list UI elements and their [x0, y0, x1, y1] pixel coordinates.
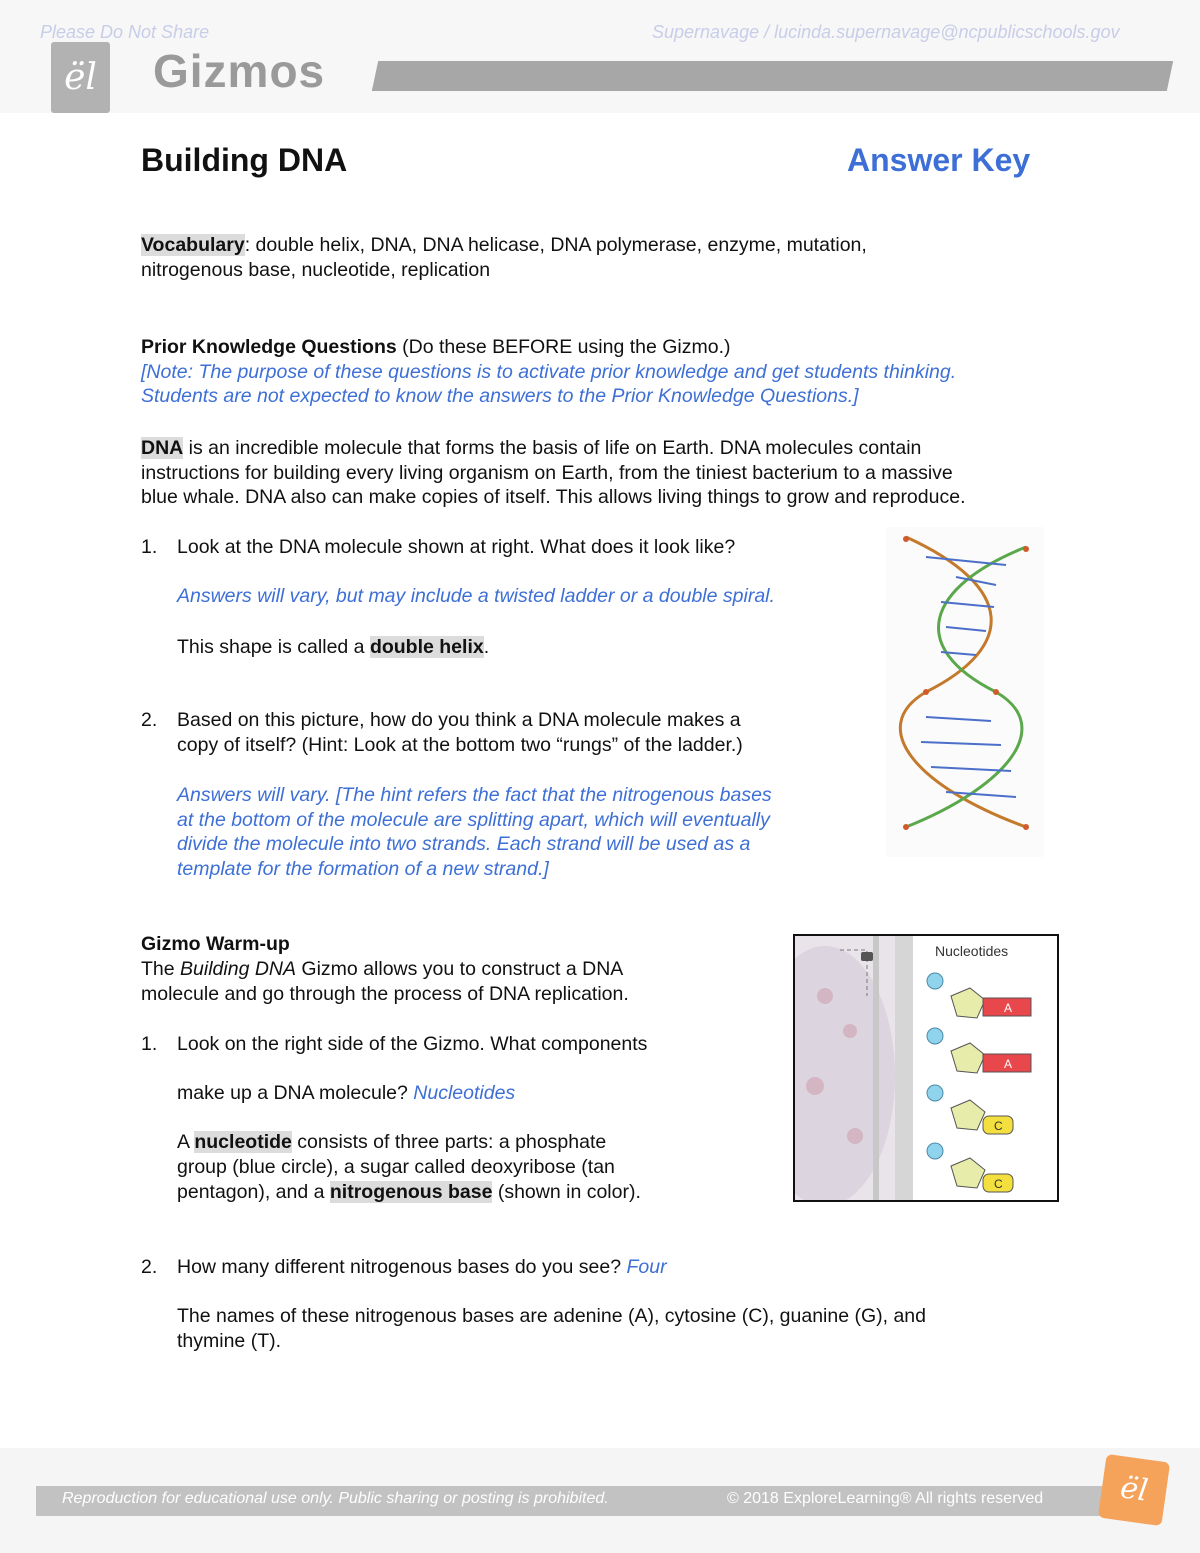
footer-notice: Reproduction for educational use only. Public sharing or posting is prohibited. [62, 1490, 609, 1507]
base-label: A [1004, 1001, 1013, 1015]
share-watermark: Please Do Not Share [40, 22, 210, 42]
base-label: A [1004, 1057, 1013, 1071]
explorelearning-logo-icon: ël [51, 42, 110, 113]
warmup-q2-number: 2. [141, 1256, 158, 1278]
prior-q2-number: 2. [141, 709, 158, 731]
prior-q2-answer-line-1: Answers will vary. [The hint refers the fact that the nitrogenous bases [177, 784, 772, 806]
prior-q1-question: Look at the DNA molecule shown at right. What does it look like? [177, 536, 736, 558]
prior-note-line-1: [Note: The purpose of these questions is to activate prior knowledge and get students thinking. [141, 361, 957, 383]
warmup-q1-question-line-1: Look on the right side of the Gizmo. What components [177, 1033, 648, 1055]
warmup-q1-number: 1. [141, 1033, 158, 1055]
answer-key-label: Answer Key [847, 142, 1031, 178]
gizmo-nucleotides-panel [793, 934, 1059, 1202]
user-watermark: Supernavage / lucinda.supernavage@ncpublicschools.gov [652, 22, 1120, 42]
nucleotide-desc-line-3: pentagon), and a nitrogenous base (shown in color). [177, 1181, 641, 1203]
nucleotides-title: Nucleotides [935, 943, 1009, 959]
warmup-q1-question-line-2: make up a DNA molecule? Nucleotides [177, 1082, 516, 1104]
prior-q2-question-line-2: copy of itself? (Hint: Look at the bottom two “rungs” of the ladder.) [177, 734, 743, 756]
warmup-q2-question: How many different nitrogenous bases do you see? Four [177, 1256, 667, 1278]
prior-q2-answer-line-3: divide the molecule into two strands. Each strand will be used as a [177, 833, 751, 855]
warmup-q1-answer: Nucleotides [413, 1082, 516, 1104]
warmup-intro-line-1: The Building DNA Gizmo allows you to construct a DNA [141, 958, 624, 980]
scroll-rail[interactable] [895, 936, 913, 1200]
gizmos-brand: Gizmos [153, 45, 326, 97]
base-names-line-1: The names of these nitrogenous bases are adenine (A), cytosine (C), guanine (G), and [177, 1305, 926, 1327]
dna-backbone-strand-2 [906, 547, 1026, 827]
panel-divider [873, 936, 879, 1200]
base-label: C [994, 1119, 1003, 1133]
vocabulary-label: Vocabulary [141, 234, 245, 256]
dna-intro-line-2: instructions for building every living organism on Earth, from the tiniest bacterium to a massive [141, 462, 953, 484]
base-label: C [994, 1177, 1003, 1191]
footer-copyright: © 2018 ExploreLearning® All rights reserved [727, 1490, 1044, 1507]
nucleotide-desc-line-1: A nucleotide consists of three parts: a phosphate [177, 1131, 607, 1153]
warmup-heading: Gizmo Warm-up [141, 933, 290, 955]
warmup-intro-line-2: molecule and go through the process of DNA replication. [141, 983, 629, 1005]
dna-double-helix-image [886, 527, 1044, 857]
prior-q1-number: 1. [141, 536, 158, 558]
dna-intro-line-1: DNA is an incredible molecule that forms the basis of life on Earth. DNA molecules contain [141, 437, 922, 459]
prior-q1-answer: Answers will vary, but may include a twisted ladder or a double spiral. [177, 585, 775, 607]
prior-heading: Prior Knowledge Questions (Do these BEFORE using the Gizmo.) [141, 336, 731, 358]
camera-icon[interactable] [861, 952, 873, 961]
vocabulary-line-1: Vocabulary: double helix, DNA, DNA helicase, DNA polymerase, enzyme, mutation, [141, 234, 867, 256]
base-names-line-2: thymine (T). [177, 1330, 282, 1352]
page-title: Building DNA [141, 142, 348, 178]
dna-backbone-strand-1 [900, 537, 1026, 827]
warmup-q2-answer: Four [626, 1256, 667, 1278]
prior-q2-answer-line-4: template for the formation of a new strand.] [177, 858, 549, 880]
prior-note-line-2: Students are not expected to know the answers to the Prior Knowledge Questions.] [141, 385, 859, 407]
nucleotide-desc-line-2: group (blue circle), a sugar called deoxyribose (tan [177, 1156, 615, 1178]
footer-logo-icon: ël [1098, 1454, 1170, 1526]
dna-helix-graphic [886, 527, 1044, 857]
header-bar [372, 61, 1173, 91]
prior-q1-followup: This shape is called a double helix. [177, 636, 490, 658]
dna-intro-line-3: blue whale. DNA also can make copies of itself. This allows living things to grow and reproduce. [141, 486, 966, 508]
vocabulary-line-2: nitrogenous base, nucleotide, replication [141, 259, 491, 281]
gizmo-panel-graphic [795, 936, 1057, 1200]
prior-q2-answer-line-2: at the bottom of the molecule are splitting apart, which will eventually [177, 809, 770, 831]
prior-q2-question-line-1: Based on this picture, how do you think a DNA molecule makes a [177, 709, 741, 731]
